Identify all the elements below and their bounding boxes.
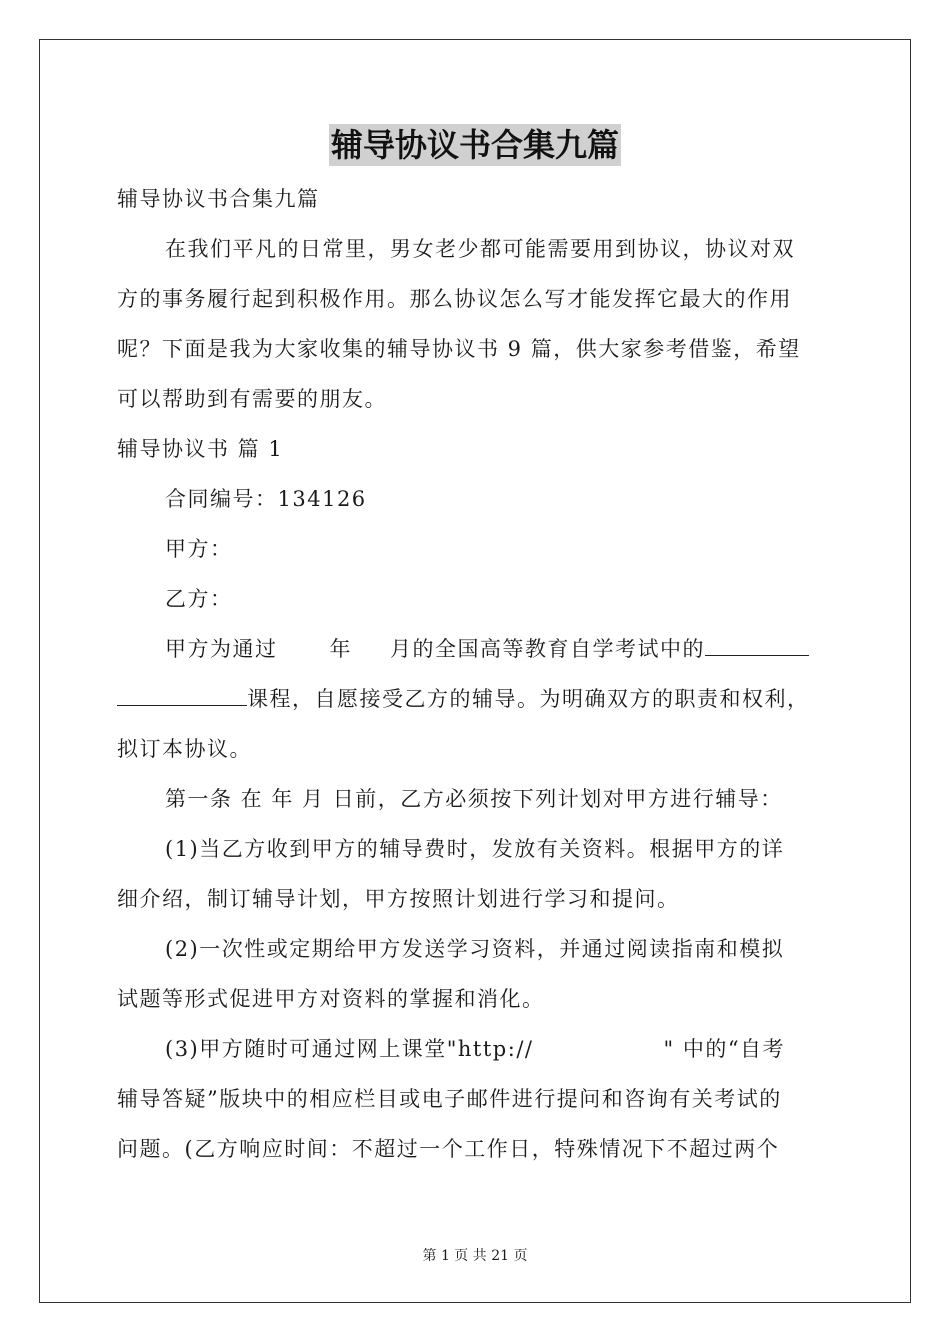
paragraph-line: 辅导答疑”版块中的相应栏目或电子邮件进行提问和咨询有关考试的 bbox=[117, 1087, 782, 1111]
text-segment: 年 bbox=[329, 637, 352, 661]
party-b-label: 乙方： bbox=[165, 587, 233, 611]
fill-in-blank bbox=[705, 635, 809, 656]
document-title: 辅导协议书合集九篇 bbox=[330, 126, 619, 164]
text-segment: 课程，自愿接受乙方的辅导。为明确双方的职责和权利， bbox=[247, 687, 810, 711]
paragraph-line: 拟订本协议。 bbox=[117, 737, 252, 761]
text-segment: 甲方为通过 bbox=[165, 637, 278, 661]
section-heading: 辅导协议书 篇 1 bbox=[117, 437, 284, 461]
article-heading: 第一条 在 年 月 日前，乙方必须按下列计划对甲方进行辅导： bbox=[165, 787, 783, 811]
paragraph-line: 问题。(乙方响应时间：不超过一个工作日，特殊情况下不超过两个 bbox=[117, 1137, 780, 1161]
fill-in-blank bbox=[117, 685, 247, 706]
paragraph-line: 方的事务履行起到积极作用。那么协议怎么写才能发挥它最大的作用 bbox=[117, 287, 792, 311]
text-segment: (3)甲方随时可通过网上课堂"http:// bbox=[165, 1037, 534, 1061]
page-footer: 第 1 页 共 21 页 bbox=[422, 1248, 528, 1264]
paragraph-line: (2)一次性或定期给甲方发送学习资料，并通过阅读指南和模拟 bbox=[165, 937, 785, 961]
title-container bbox=[0, 124, 950, 166]
paragraph-line bbox=[165, 634, 809, 664]
paragraph-line bbox=[117, 684, 810, 714]
paragraph-line: 呢？下面是我为大家收集的辅导协议书 9 篇，供大家参考借鉴，希望 bbox=[117, 337, 801, 361]
text-segment: 月的全国高等教育自学考试中的 bbox=[390, 637, 705, 661]
paragraph-line: 试题等形式促进甲方对资料的掌握和消化。 bbox=[117, 987, 545, 1011]
paragraph-line: 在我们平凡的日常里，男女老少都可能需要用到协议，协议对双 bbox=[165, 237, 795, 261]
paragraph-line: (1)当乙方收到甲方的辅导费时，发放有关资料。根据甲方的详 bbox=[165, 837, 785, 861]
contract-number: 合同编号：134126 bbox=[165, 487, 367, 511]
paragraph-line bbox=[165, 1034, 785, 1064]
text-segment: " 中的“自考 bbox=[663, 1037, 786, 1061]
paragraph-line: 可以帮助到有需要的朋友。 bbox=[117, 387, 387, 411]
party-a-label: 甲方： bbox=[165, 537, 233, 561]
paragraph-line: 细介绍，制订辅导计划，甲方按照计划进行学习和提问。 bbox=[117, 887, 680, 911]
subtitle-line: 辅导协议书合集九篇 bbox=[117, 187, 320, 211]
